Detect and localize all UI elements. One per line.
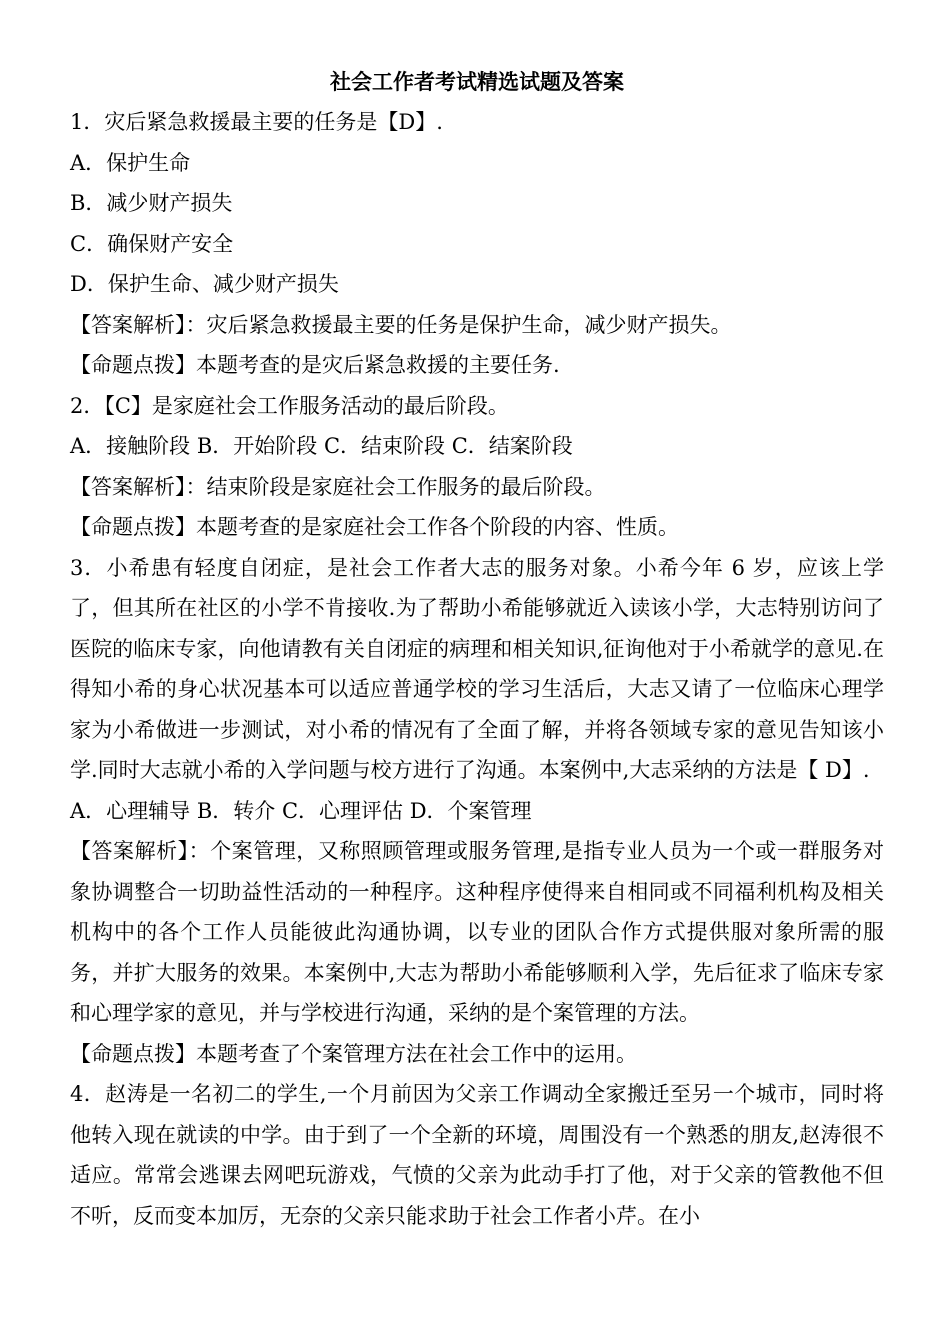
question-1-option-c: C．确保财产安全 (70, 231, 234, 256)
question-1-option-d: D．保护生命、减少财产损失 (70, 272, 339, 296)
question-3-tip: 【命题点拨】本题考查了个案管理方法在社会工作中的运用。 (70, 1041, 637, 1066)
question-2-options: A．接触阶段 B．开始阶段 C．结束阶段 C．结案阶段 (70, 434, 573, 458)
question-1-tip: 【命题点拨】本题考查的是灾后紧急救援的主要任务. (70, 353, 560, 377)
question-1-option-b: B．减少财产损失 (70, 191, 233, 215)
question-2-analysis: 【答案解析】：结束阶段是家庭社会工作服务的最后阶段。 (70, 474, 606, 499)
question-3-stem: 3．小希患有轻度自闭症，是社会工作者大志的服务对象。小希今年 6 岁，应该上学了，但其所在社区的小学不肯接收.为了帮助小希能够就近入读该小学，大志特别访问了医院的临床专家，向他请教有关自闭症的病理和相关知识,征询他对于小希就学的意见.在得知小希的身心状况基本可以适应普通学校的学习生活后，大志又请了一位临床心理学家为小希做进一步测试，对小希的情况有了全面了解，并将各领域专家的意见告知该小学.同时大志就小希的入学问题与校方进行了沟通。本案例中,大志采纳的方法是【 D】. (70, 555, 884, 782)
question-3-analysis: 【答案解析】：个案管理，又称照顾管理或服务管理,是指专业人员为一个或一群服务对象协调整合一切助益性活动的一种程序。这种程序使得来自相同或不同福利机构及相关机构中的各个工作人员能彼此沟通协调，以专业的团队合作方式提供服对象所需的服务，并扩大服务的效果。本案例中,大志为帮助小希能够顺利入学，先后征求了临床专家和心理学家的意见，并与学校进行沟通，采纳的是个案管理的方法。 (70, 839, 884, 1025)
question-3-options: A．心理辅导 B．转介 C．心理评估 D．个案管理 (70, 798, 532, 823)
document-title: 社会工作者考试精选试题及答案 (330, 70, 624, 94)
question-2-tip: 【命题点拨】本题考查的是家庭社会工作各个阶段的内容、性质。 (70, 515, 679, 539)
document-page (70, 62, 884, 1236)
question-1-analysis: 【答案解析】：灾后紧急救援最主要的任务是保护生命，减少财产损失。 (70, 312, 732, 337)
question-1-stem: 1．灾后紧急救援最主要的任务是【D】. (70, 110, 443, 134)
question-1-option-a: A．保护生命 (70, 150, 191, 175)
question-2-stem: 2．【C】是家庭社会工作服务活动的最后阶段。 (70, 393, 509, 418)
question-4-stem: 4．赵涛是一名初二的学生,一个月前因为父亲工作调动全家搬迁至另一个城市，同时将他转入现在就读的中学。由于到了一个全新的环境，周围没有一个熟悉的朋友,赵涛很不适应。常常会逃课去网吧玩游戏，气愤的父亲为此动手打了他，对于父亲的管教他不但不听，反而变本加厉，无奈的父亲只能求助于社会工作者小芹。在小 (70, 1082, 884, 1228)
